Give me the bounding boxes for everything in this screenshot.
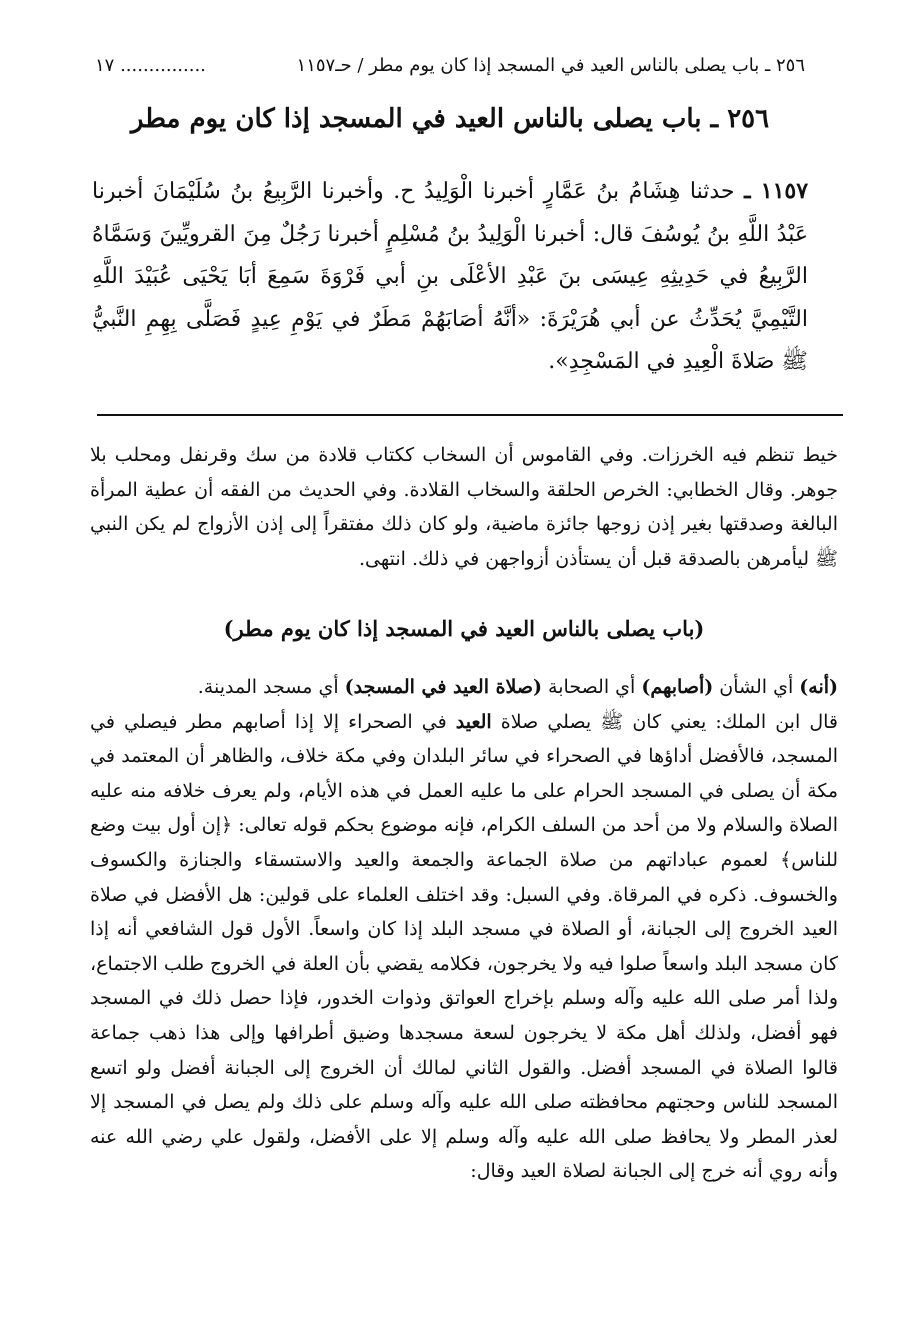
hadith-text: حدثنا هِشَامُ بنُ عَمَّارٍ أخبرنا الْوَلِيدُ ح. وأخبرنا الرَّبِيعُ بنُ سُلَيْمَانَ أخبرنا عَبْدُ اللَّهِ بنُ يُوسُفَ قال: أخبرنا الْوَلِيدُ بنُ مُسْلِمٍ أخبرنا رَجُلٌ مِنَ القرويِّينَ وَسَمَّاهُ الرَّبِيعُ في حَدِيثِهِ عِيسَى بنَ عَبْدِ الأعْلَى بنِ أبي فَرْوَةَ سَمِعَ أبَا يَحْيَى عُبَيْدَ اللَّهِ التَّيْمِيَّ يُحَدِّثُ عن أبي هُرَيْرَةَ: «أنَّهُ أصَابَهُمْ مَطَرٌ في يَوْمِ عِيدٍ فَصَلَّى بِهِمِ النَّبيُّ ﷺ صَلاةَ الْعِيدِ في المَسْجِدِ». <box>92 179 809 374</box>
commentary-continued: خيط تنظم فيه الخرزات. وفي القاموس أن السخاب ككتاب قلادة من سك وقرنفل ومحلب بلا جوهر. وقال الخطابي: الخرص الحلقة والسخاب القلادة. وفي الحديث من الفقه أن عطية المرأة البالغة وصدقتها بغير إذن زوجها جائزة ماضية، ولو كان ذلك مفتقراً إلى إذن الأزواج لم يكن النبي ﷺ ليأمرهن بالصدقة قبل أن يستأذن أزواجهن في ذلك. انتهى. <box>90 444 838 570</box>
commentary-p2-start: قال ابن الملك: يعني كان ﷺ يصلي صلاة <box>491 710 838 733</box>
gloss-2: أي الصحابة <box>542 676 642 698</box>
gloss-1: أي الشأن <box>713 676 800 698</box>
running-header <box>95 50 805 80</box>
term-salat-al-eid: (صلاة العيد في المسجد) <box>344 676 543 698</box>
running-title: ٢٥٦ ـ باب يصلى بالناس العيد في المسجد إذا كان يوم مطر / حـ١١٥٧ <box>296 54 805 76</box>
term-asabahum: (أصابهم) <box>641 676 714 698</box>
chapter-heading: ٢٥٦ ـ باب يصلى بالناس العيد في المسجد إذا كان يوم مطر <box>130 104 770 134</box>
gloss-3: أي مسجد المدينة. <box>197 676 345 698</box>
commentary-chapter-heading: (باب يصلى بالناس العيد في المسجد إذا كان يوم مطر) <box>223 616 705 641</box>
commentary-p2-rest: في الصحراء إلا إذا أصابهم مطر فيصلي في المسجد، فالأفضل أداؤها في الصحراء في سائر البلدان وفي مكة خلاف، والظاهر أن المعتمد في مكة أن يصلى في المسجد الحرام على ما عليه العمل في هذه الأيام، ولم يعرف خلافه منه عليه الصلاة والسلام ولا من أحد من السلف الكرام، فإنه موضوع بحكم قوله تعالى: ﴿إن أول بيت وضع للناس﴾ لعموم عباداتهم من صلاة الجماعة والجمعة والعيد والاستسقاء والجنازة والكسوف والخسوف. ذكره في المرقاة. وفي السبل: وقد اختلف العلماء على قولين: هل الأفضل في صلاة العيد الخروج إلى الجبانة، أو الصلاة في مسجد البلد إذا كان واسعاً. الأول قول الشافعي أنه إذا كان مسجد البلد واسعاً صلوا فيه ولا يخرجون، فكلامه يقضي بأن العلة في الخروج طلب الاجتماع، ولذا أمر صلى الله عليه وآله وسلم بإخراج العواتق وذوات الخدور، فإذا حصل ذلك في المسجد فهو أفضل، ولذلك أهل مكة لا يخرجون لسعة مسجدها وضيق أطرافها وإلى هذا ذهب جماعة قالوا الصلاة في المسجد أفضل. والقول الثاني لمالك أن الخروج إلى الجبانة أفضل ولو اتسع المسجد للناس وحجتهم محافظته صلى الله عليه وآله وسلم على ذلك ولم يصل في المسجد إلا لعذر المطر ولا يحافظ صلى الله عليه وآله وسلم إلا على الأفضل، ولقول علي رضي الله عنه وأنه روي أنه خرج إلى الجبانة لصلاة العيد وقال: <box>90 710 838 1183</box>
term-anhu: (أنه) <box>799 676 838 698</box>
page-number: ١٧ <box>95 54 115 76</box>
hadith-number: ١١٥٧ ـ <box>744 178 809 204</box>
footnote-divider <box>97 414 843 416</box>
header-page-ref <box>95 55 206 76</box>
header-dots: ............... <box>120 54 206 76</box>
hadith-text-block <box>92 170 808 384</box>
term-al-eid: العيد <box>455 710 492 733</box>
commentary-main <box>90 670 838 1189</box>
commentary-paragraph-2 <box>90 705 838 1189</box>
commentary-paragraph-1 <box>90 670 838 705</box>
